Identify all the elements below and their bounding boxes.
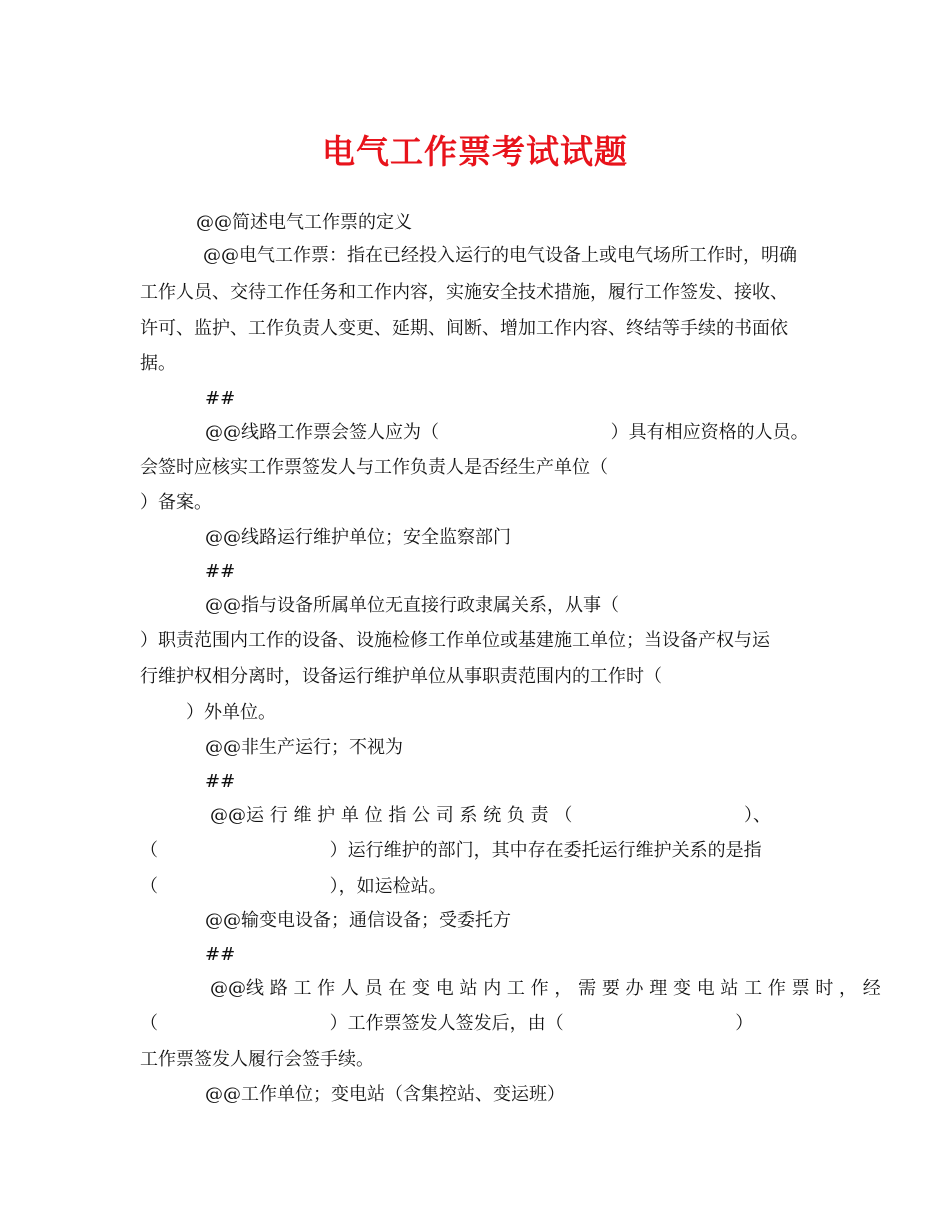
answer-1-line-2: 工作人员、交待工作任务和工作内容，实施安全技术措施，履行工作签发、接收、 [140, 282, 788, 303]
question-2-line-2: 会签时应核实工作票签发人与工作负责人是否经生产单位（ [140, 457, 608, 478]
document-title: 电气工作票考试试题 [322, 132, 628, 171]
answer-3: @@非生产运行；不视为 [205, 737, 403, 758]
question-2-line-3: ）备案。 [140, 492, 212, 513]
answer-1-line-3: 许可、监护、工作负责人变更、延期、间断、增加工作内容、终结等手续的书面依 [140, 318, 788, 339]
separator-1: ## [205, 388, 236, 409]
answer-1-line-1: @@电气工作票：指在已经投入运行的电气设备上或电气场所工作时，明确 [203, 245, 797, 266]
question-1-prompt: @@简述电气工作票的定义 [196, 212, 412, 233]
separator-2: ## [205, 561, 236, 582]
question-4-line-2: （ ）运行维护的部门，其中存在委托运行维护关系的是指 [140, 840, 762, 861]
question-2-line-1: @@线路工作票会签人应为（ ）具有相应资格的人员。 [205, 422, 809, 443]
question-3-line-2: ）职责范围内工作的设备、设施检修工作单位或基建施工单位；当设备产权与运 [140, 630, 770, 651]
answer-2: @@线路运行维护单位；安全监察部门 [205, 527, 511, 548]
question-4-line-3: （ ），如运检站。 [140, 876, 447, 897]
question-3-line-3: 行维护权相分离时，设备运行维护单位从事职责范围内的工作时（ [140, 666, 662, 687]
separator-4: ## [205, 944, 236, 965]
question-3-line-1: @@指与设备所属单位无直接行政隶属关系，从事（ [205, 595, 619, 616]
question-4-line-1: @@运 行 维 护 单 位 指 公 司 系 统 负 责 （ ）、 [210, 805, 772, 826]
answer-4: @@输变电设备；通信设备；受委托方 [205, 910, 511, 931]
question-5-line-2: （ ）工作票签发人签发后，由（ ） [140, 1013, 754, 1034]
answer-5: @@工作单位；变电站（含集控站、变运班） [205, 1084, 565, 1105]
answer-1-line-4: 据。 [140, 353, 176, 374]
question-5-line-3: 工作票签发人履行会签手续。 [140, 1049, 374, 1070]
question-3-line-4: ）外单位。 [186, 702, 276, 723]
question-5-line-1: @@线 路 工 作 人 员 在 变 电 站 内 工 作 ， 需 要 办 理 变 电 站 工 作 票 时 ， 经 [210, 978, 881, 999]
separator-3: ## [205, 771, 236, 792]
